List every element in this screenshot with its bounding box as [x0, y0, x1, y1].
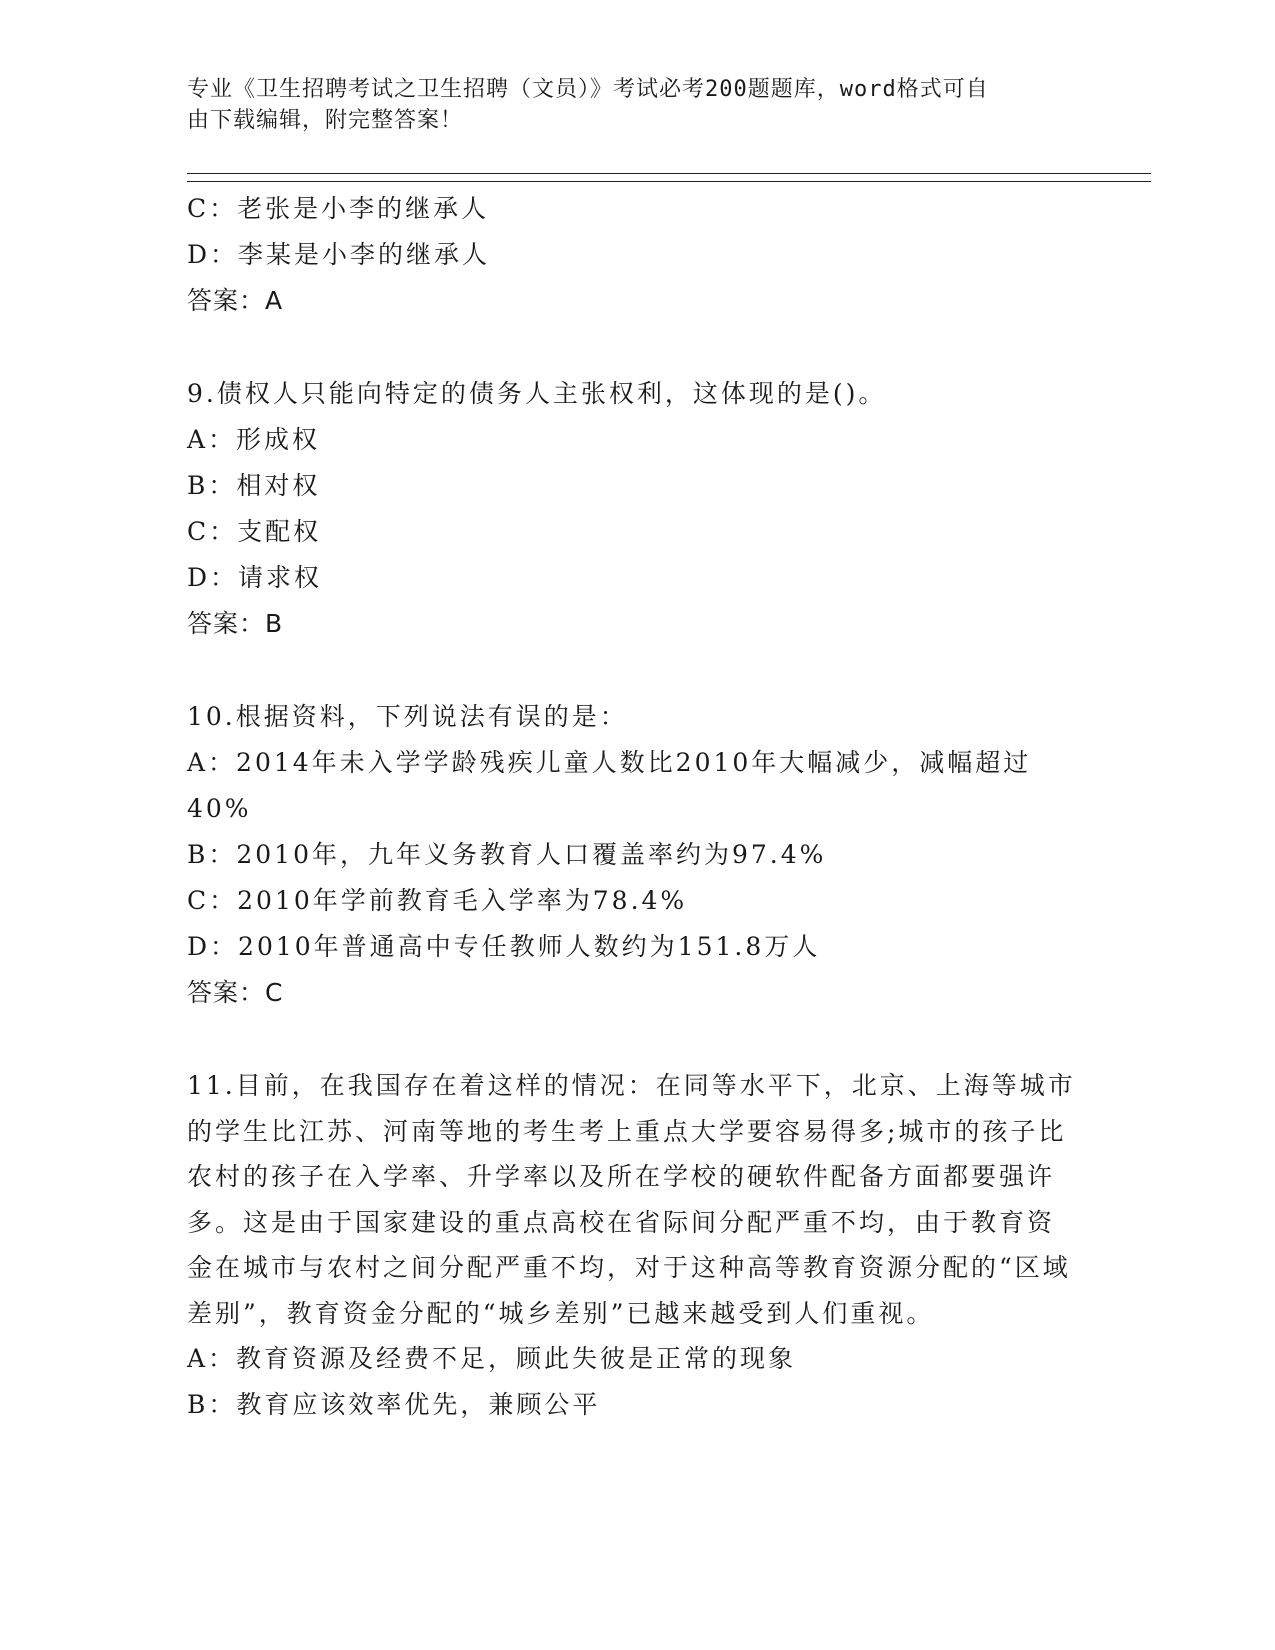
- header-divider-top: [187, 173, 1151, 174]
- question-8-tail: [187, 186, 1087, 324]
- question-stem: 9.债权人只能向特定的债务人主张权利，这体现的是()。: [187, 379, 887, 408]
- answer-line: 答案：A: [187, 286, 284, 315]
- header-divider-bottom: [187, 181, 1151, 182]
- option-a: A：教育资源及经费不足，顾此失彼是正常的现象: [187, 1344, 797, 1373]
- spacer: [187, 324, 1087, 371]
- question-11: [187, 1063, 1087, 1428]
- option-d: D：李某是小李的继承人: [187, 240, 491, 269]
- question-10: [187, 694, 1087, 1016]
- question-9: [187, 371, 1087, 647]
- spacer: [187, 1016, 1087, 1063]
- option-a: A：形成权: [187, 425, 321, 454]
- document-body: [187, 186, 1087, 1428]
- option-c: C：支配权: [187, 517, 322, 546]
- option-a-continued: 40%: [187, 794, 252, 823]
- option-c: C：老张是小李的继承人: [187, 194, 490, 223]
- option-b: B：教育应该效率优先，兼顾公平: [187, 1390, 601, 1419]
- option-b: B：2010年，九年义务教育人口覆盖率约为97.4%: [187, 840, 827, 869]
- spacer: [187, 647, 1087, 694]
- document-header: [187, 74, 1077, 136]
- answer-line: 答案：C: [187, 978, 284, 1007]
- option-a: A：2014年未入学学龄残疾儿童人数比2010年大幅减少，减幅超过: [187, 748, 1032, 777]
- header-line-1: 专业《卫生招聘考试之卫生招聘（文员）》考试必考200题题库，word格式可自: [187, 77, 989, 102]
- question-stem: 10.根据资料，下列说法有误的是：: [187, 702, 628, 731]
- option-d: D：请求权: [187, 563, 323, 592]
- option-d: D：2010年普通高中专任教师人数约为151.8万人: [187, 932, 821, 961]
- answer-line: 答案：B: [187, 609, 284, 638]
- option-b: B：相对权: [187, 471, 321, 500]
- option-c: C：2010年学前教育毛入学率为78.4%: [187, 886, 688, 915]
- question-stem: 11.目前，在我国存在着这样的情况：在同等水平下，北京、上海等城市的学生比江苏、河南等地的考生考上重点大学要容易得多;城市的孩子比农村的孩子在入学率、升学率以及所在学校的硬软件配备方面都要强许多。这是由于国家建设的重点高校在省际间分配严重不均，由于教育资金在城市与农村之间分配严重不均，对于这种高等教育资源分配的“区域差别”，教育资金分配的“城乡差别”已越来越受到人们重视。: [187, 1071, 1076, 1328]
- header-line-2: 由下载编辑，附完整答案！: [187, 108, 464, 133]
